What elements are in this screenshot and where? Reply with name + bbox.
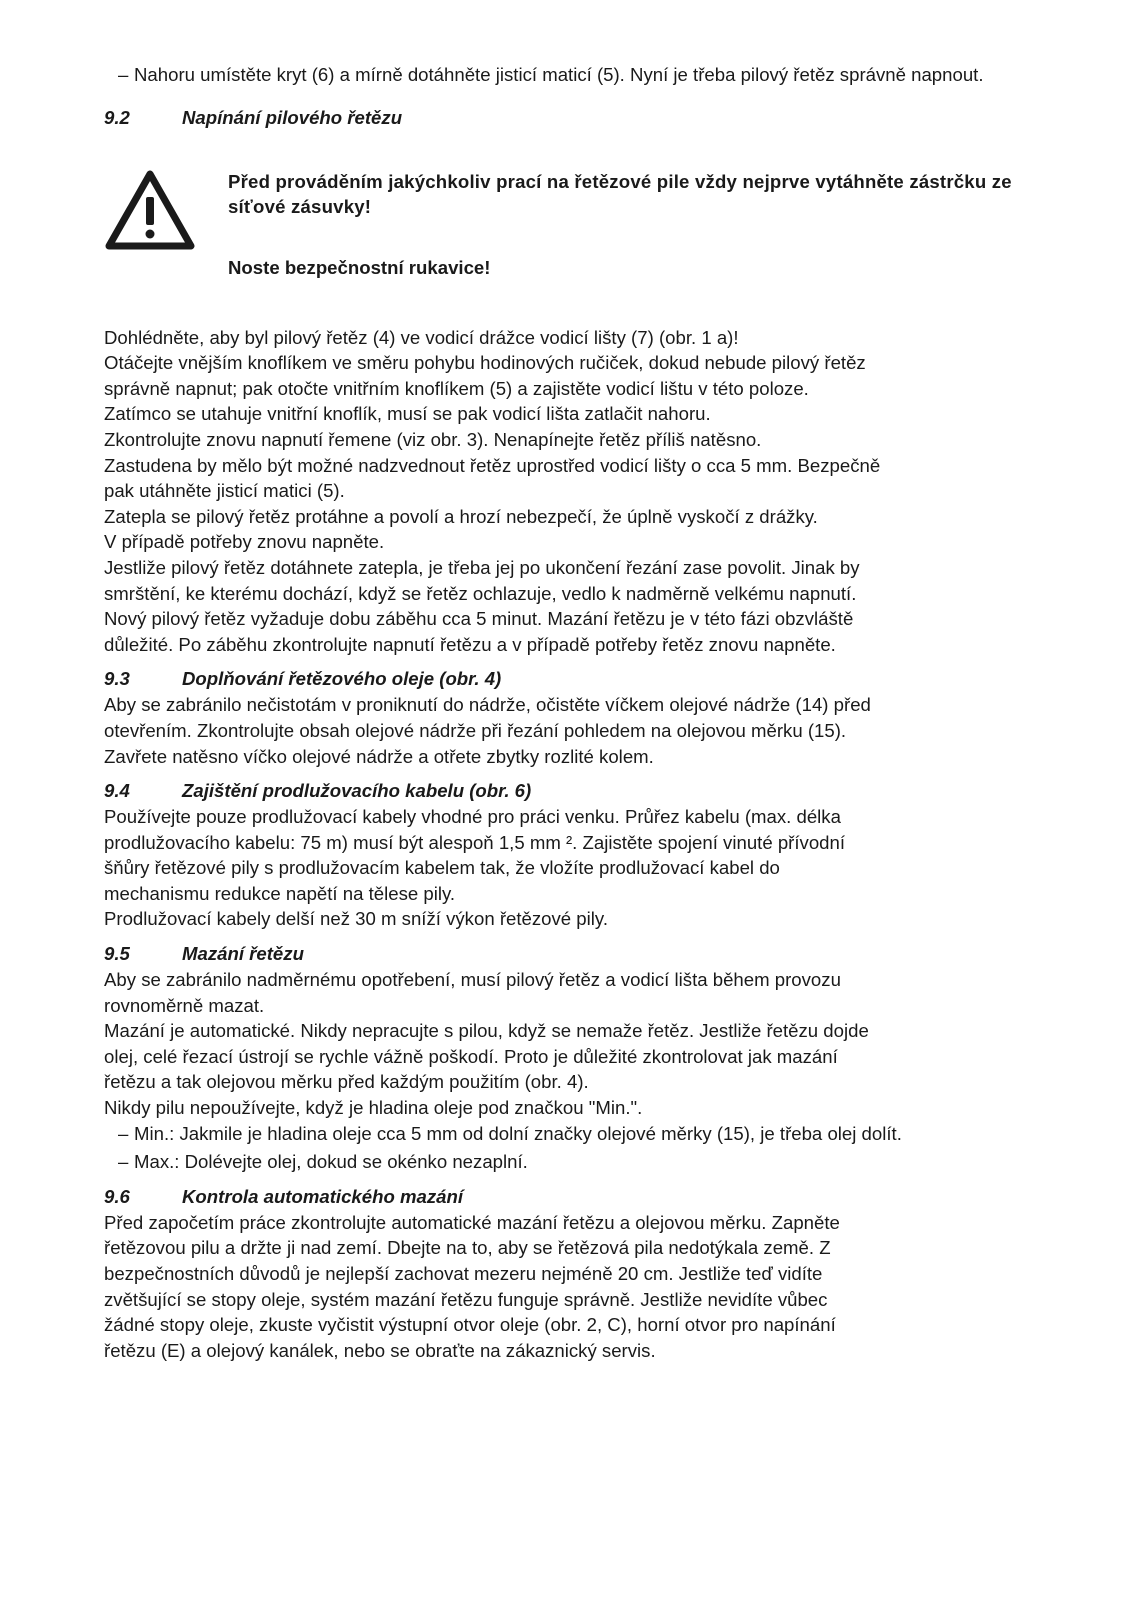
- body-line: Zkontrolujte znovu napnutí řemene (viz obr. 3). Nenapínejte řetěz příliš natěsno.: [104, 428, 762, 450]
- section-heading-9-4: [104, 778, 1044, 804]
- body-line: Otáčejte vnějším knoflíkem ve směru pohybu hodinových ručiček, dokud nebude pilový řetěz: [104, 352, 866, 374]
- body-line: olej, celé řezací ústrojí se rychle vážně poškodí. Proto je důležité zkontrolovat jak mazání: [104, 1045, 838, 1067]
- section-title: Kontrola automatického mazání: [182, 1185, 464, 1207]
- section-body-9-5: [104, 967, 1044, 1175]
- body-line: smrštění, ke kterému dochází, když se řetěz ochlazuje, vedlo k nadměrně velkému napnutí.: [104, 582, 857, 604]
- bullet-dash: –: [118, 64, 129, 85]
- section-heading-9-6: [104, 1184, 1044, 1210]
- body-line: pak utáhněte jisticí matici (5).: [104, 480, 345, 502]
- body-line: žádné stopy oleje, zkuste vyčistit výstupní otvor oleje (obr. 2, C), horní otvor pro napínání: [104, 1314, 836, 1336]
- section-number: 9.5: [104, 943, 130, 965]
- section-heading-9-2: [104, 105, 1044, 131]
- body-line: Zastudena by mělo být možné nadzvednout řetěz uprostřed vodicí lišty o cca 5 mm. Bezpečně: [104, 454, 881, 476]
- warning-triangle-icon: [104, 169, 196, 251]
- body-line: bezpečnostních důvodů je nejlepší zachovat mezeru nejméně 20 cm. Jestliže teď vidíte: [104, 1263, 823, 1284]
- body-line: Jestliže pilový řetěz dotáhnete zatepla, je třeba jej po ukončení řezání zase povolit. Jinak by: [104, 556, 860, 578]
- body-line: šňůry řetězové pily s prodlužovacím kabelem tak, že vložíte prodlužovací kabel do: [104, 857, 780, 879]
- body-line: Mazání je automatické. Nikdy nepracujte s pilou, když se nemaže řetěz. Jestliže řetězu dojde: [104, 1020, 869, 1042]
- body-line: Aby se zabránilo nečistotám v proniknutí do nádrže, očistěte víčkem olejové nádrže (14) před: [104, 694, 871, 716]
- warning-text-unplug: Před prováděním jakýchkoliv prací na řetězové pile vždy nejprve vytáhněte zástrčku ze síťové zásuvky!: [228, 170, 1012, 218]
- section-title: Mazání řetězu: [182, 943, 304, 965]
- body-line: otevřením. Zkontrolujte obsah olejové nádrže při řezání pohledem na olejovou měrku (15).: [104, 719, 847, 741]
- warning-text-gloves: Noste bezpečnostní rukavice!: [228, 256, 491, 278]
- body-line: řetězovou pilu a držte ji nad zemí. Dbejte na to, aby se řetězová pila nedotýkala země. Z: [104, 1237, 831, 1259]
- bullet-max: [102, 1149, 1010, 1175]
- bullet-dash: –: [118, 1122, 129, 1144]
- document-page: [104, 62, 1044, 1363]
- body-line: prodlužovacího kabelu: 75 m) musí být alespoň 1,5 mm ². Zajistěte spojení vinuté přívodní: [104, 831, 846, 853]
- body-line: Aby se zabránilo nadměrnému opotřebení, musí pilový řetěz a vodicí lišta během provozu: [104, 969, 841, 991]
- bullet-max-text: Max.: Dolévejte olej, dokud se okénko nezaplní.: [134, 1151, 528, 1173]
- bullet-dash: –: [118, 1151, 129, 1173]
- section-heading-9-3: [104, 666, 1044, 692]
- body-line: zvětšující se stopy oleje, systém mazání řetězu funguje správně. Jestliže nevidíte vůbec: [104, 1288, 828, 1310]
- section-body-9-2: [104, 325, 1044, 658]
- section-number: 9.6: [104, 1185, 130, 1207]
- section-heading-9-5: [104, 941, 1044, 967]
- body-line: Před započetím práce zkontrolujte automatické mazání řetězu a olejovou měrku. Zapněte: [104, 1211, 840, 1233]
- bullet-min: [102, 1121, 1010, 1147]
- section-body-9-6: [104, 1210, 1044, 1364]
- section-title: Napínání pilového řetězu: [182, 106, 403, 128]
- bullet-min-text: Min.: Jakmile je hladina oleje cca 5 mm od dolní značky olejové měrky (15), je třeba olej dolít.: [134, 1122, 902, 1144]
- body-line: V případě potřeby znovu napněte.: [104, 531, 385, 553]
- body-line: řetězu a tak olejovou měrku před každým použitím (obr. 4).: [104, 1071, 589, 1093]
- body-line: Nový pilový řetěz vyžaduje dobu záběhu cca 5 minut. Mazání řetězu je v této fázi obzvláště: [104, 608, 854, 630]
- warning-block: [104, 145, 1044, 325]
- body-line: Používejte pouze prodlužovací kabely vhodné pro práci venku. Průřez kabelu (max. délka: [104, 806, 841, 828]
- section-title: Doplňování řetězového oleje (obr. 4): [182, 668, 502, 690]
- section-body-9-3: [104, 692, 1044, 769]
- body-line: Prodlužovací kabely delší než 30 m sníží výkon řetězové pily.: [104, 908, 608, 930]
- body-line: správně napnut; pak otočte vnitřním knoflíkem (5) a zajistěte vodicí lištu v této poloze.: [104, 377, 809, 399]
- body-line: Zatepla se pilový řetěz protáhne a povolí a hrozí nebezpečí, že úplně vyskočí z drážky.: [104, 505, 818, 527]
- intro-bullet-text: Nahoru umístěte kryt (6) a mírně dotáhněte jisticí maticí (5). Nyní je třeba pilový řetěz správně napnout.: [134, 64, 984, 85]
- body-line: Zatímco se utahuje vnitřní knoflík, musí se pak vodicí lišta zatlačit nahoru.: [104, 403, 711, 425]
- body-line: důležité. Po záběhu zkontrolujte napnutí řetězu a v případě potřeby řetěz znovu napněte.: [104, 633, 836, 655]
- body-line: Zavřete natěsno víčko olejové nádrže a otřete zbytky rozlité kolem.: [104, 745, 654, 767]
- section-body-9-4: [104, 804, 1044, 932]
- section-number: 9.2: [104, 106, 130, 128]
- body-line: Dohlédněte, aby byl pilový řetěz (4) ve vodicí drážce vodicí lišty (7) (obr. 1 a)!: [104, 326, 739, 348]
- section-number: 9.3: [104, 668, 130, 690]
- body-line: řetězu (E) a olejový kanálek, nebo se obraťte na zákaznický servis.: [104, 1339, 656, 1361]
- body-line: mechanismu redukce napětí na tělese pily.: [104, 882, 456, 904]
- body-line: Nikdy pilu nepoužívejte, když je hladina oleje pod značkou "Min.".: [104, 1097, 643, 1119]
- body-line: rovnoměrně mazat.: [104, 994, 265, 1016]
- section-title: Zajištění prodlužovacího kabelu (obr. 6): [182, 780, 532, 802]
- section-number: 9.4: [104, 780, 130, 802]
- intro-bullet: [102, 62, 1010, 88]
